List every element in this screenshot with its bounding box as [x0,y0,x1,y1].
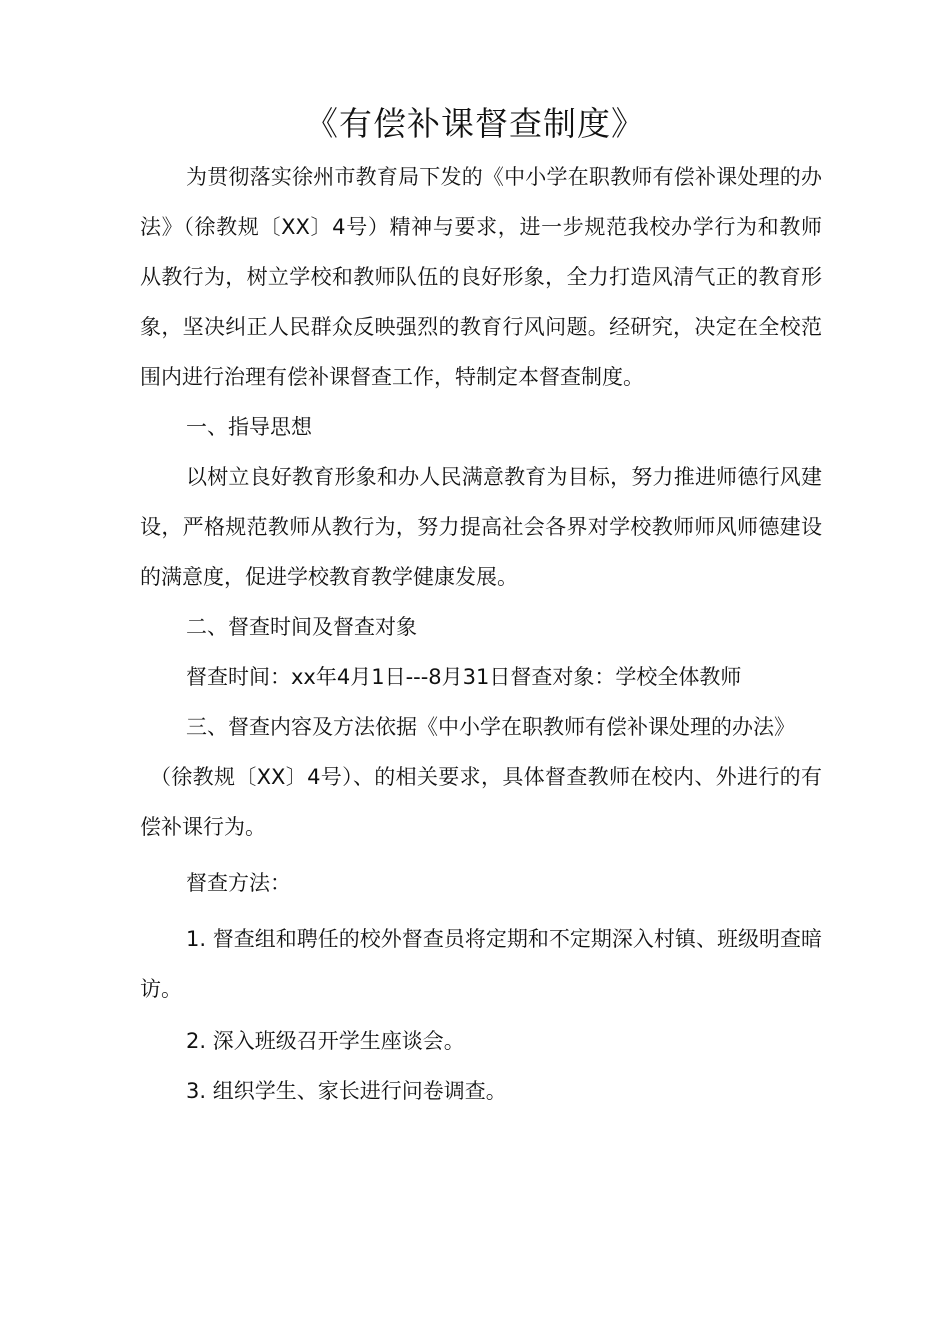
content-paragraph: （徐教规〔XX〕4号）、的相关要求，具体督查教师在校内、外进行的有偿补课行为。 [140,765,822,839]
section-heading-content-and-method: 三、督查内容及方法依据《中小学在职教师有偿补课处理的办法》 [186,715,795,739]
time-and-target-paragraph: 督查时间：xx年4月1日---8月31日督查对象：学校全体教师 [186,665,742,689]
method-item-3: 3. 组织学生、家长进行问卷调查。 [186,1079,507,1103]
method-item-1: 1. 督查组和聘任的校外督查员将定期和不定期深入村镇、班级明查暗访。 [140,927,822,1001]
method-heading: 督查方法： [186,871,291,895]
guiding-thought-paragraph: 以树立良好教育形象和办人民满意教育为目标，努力推进师德行风建设，严格规范教师从教行为，努力提高社会各界对学校教师师风师德建设的满意度，促进学校教育教学健康发展。 [140,465,822,589]
section-heading-time-and-target: 二、督查时间及督查对象 [186,615,417,639]
document-body [140,152,822,1116]
intro-paragraph: 为贯彻落实徐州市教育局下发的《中小学在职教师有偿补课处理的办法》（徐教规〔XX〕4号）精神与要求，进一步规范我校办学行为和教师从教行为，树立学校和教师队伍的良好形象，全力打造风清气正的教育形象，坚决纠正人民群众反映强烈的教育行风问题。经研究，决定在全校范围内进行治理有偿补课督查工作，特制定本督查制度。 [140,165,822,389]
section-heading-guiding-thought: 一、指导思想 [186,415,312,439]
method-item-2: 2. 深入班级召开学生座谈会。 [186,1029,465,1053]
document-title: 《有偿补课督查制度》 [305,104,645,143]
